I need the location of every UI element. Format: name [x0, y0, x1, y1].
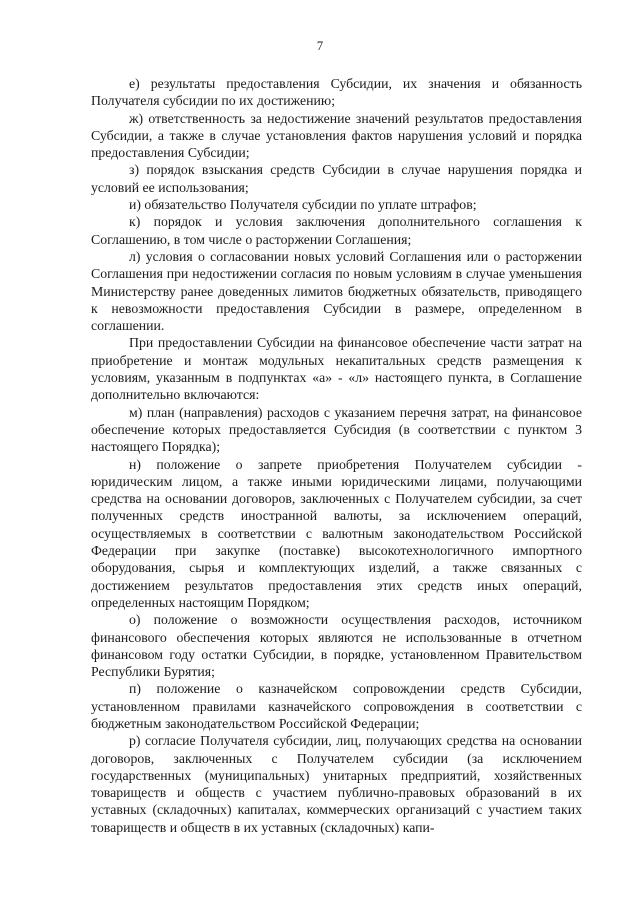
- paragraph-item-l: л) условия о согласовании новых условий Соглашения или о расторжении Соглашения при недостижении согласия по новым условиям в случае уменьшения Министерству ранее доведенных лимитов бюджетных обязательств, приводящего к невозможности предоставления Субсидии в размере, определенном в соглашении.: [91, 248, 582, 334]
- paragraph-item-zh: ж) ответственность за недостижение значений результатов предоставления Субсидии, а также в случае установления фактов нарушения условий и порядка предоставления Субсидии;: [91, 110, 582, 161]
- paragraph-item-k: к) порядок и условия заключения дополнительного соглашения к Соглашению, в том числе о расторжении Соглашения;: [91, 214, 582, 247]
- document-body: [91, 75, 582, 836]
- paragraph-item-i: и) обязательство Получателя субсидии по уплате штрафов;: [129, 197, 477, 213]
- page-number: 7: [316, 39, 324, 53]
- paragraph-item-n: н) положение о запрете приобретения Получателем субсидии - юридическим лицом, а также иными юридическими лицами, получающими средства на основании договоров, заключенных с Получателем субсидии, за счет полученных средств иностранной валюты, за исключением операций, осуществляемых в соответствии с валютным законодательством Российской Федерации при закупке (поставке) высокотехнологичного импортного оборудования, сырья и комплектующих изделий, а также связанных с достижением результатов предоставления этих средств иных операций, определенных настоящим Порядком;: [91, 456, 582, 610]
- paragraph-additional-conditions: При предоставлении Субсидии на финансовое обеспечение части затрат на приобретение и монтаж модульных некапитальных средств размещения к условиям, указанным в подпунктах «а» - «л» настоящего пункта, в Соглашение дополнительно включаются:: [91, 335, 582, 403]
- paragraph-item-e: е) результаты предоставления Субсидии, их значения и обязанность Получателя субсидии по их достижению;: [91, 76, 582, 109]
- paragraph-item-p: п) положение о казначейском сопровождении средств Субсидии, установленном правилами казначейского сопровождения в соответствии с бюджетным законодательством Российской Федерации;: [91, 681, 582, 731]
- paragraph-item-z: з) порядок взыскания средств Субсидии в случае нарушения порядка и условий ее использования;: [91, 162, 582, 195]
- paragraph-item-o: о) положение о возможности осуществления расходов, источником финансового обеспечения которых являются не использованные в отчетном финансовом году остатки Субсидии, в порядке, установленном Правительством Республики Бурятия;: [91, 612, 582, 680]
- paragraph-item-m: м) план (направления) расходов с указанием перечня затрат, на финансовое обеспечение которых предоставляется Субсидия (в соответствии с пунктом 3 настоящего Порядка);: [91, 404, 582, 455]
- paragraph-item-r: р) согласие Получателя субсидии, лиц, получающих средства на основании договоров, заключенных с Получателем субсидии (за исключением государственных (муниципальных) унитарных предприятий, хозяйственных товариществ и обществ с участием публично-правовых образований в их уставных (складочных) капиталах, коммерческих организаций с участием таких товариществ и обществ в их уставных (складочных) капи-: [91, 733, 582, 835]
